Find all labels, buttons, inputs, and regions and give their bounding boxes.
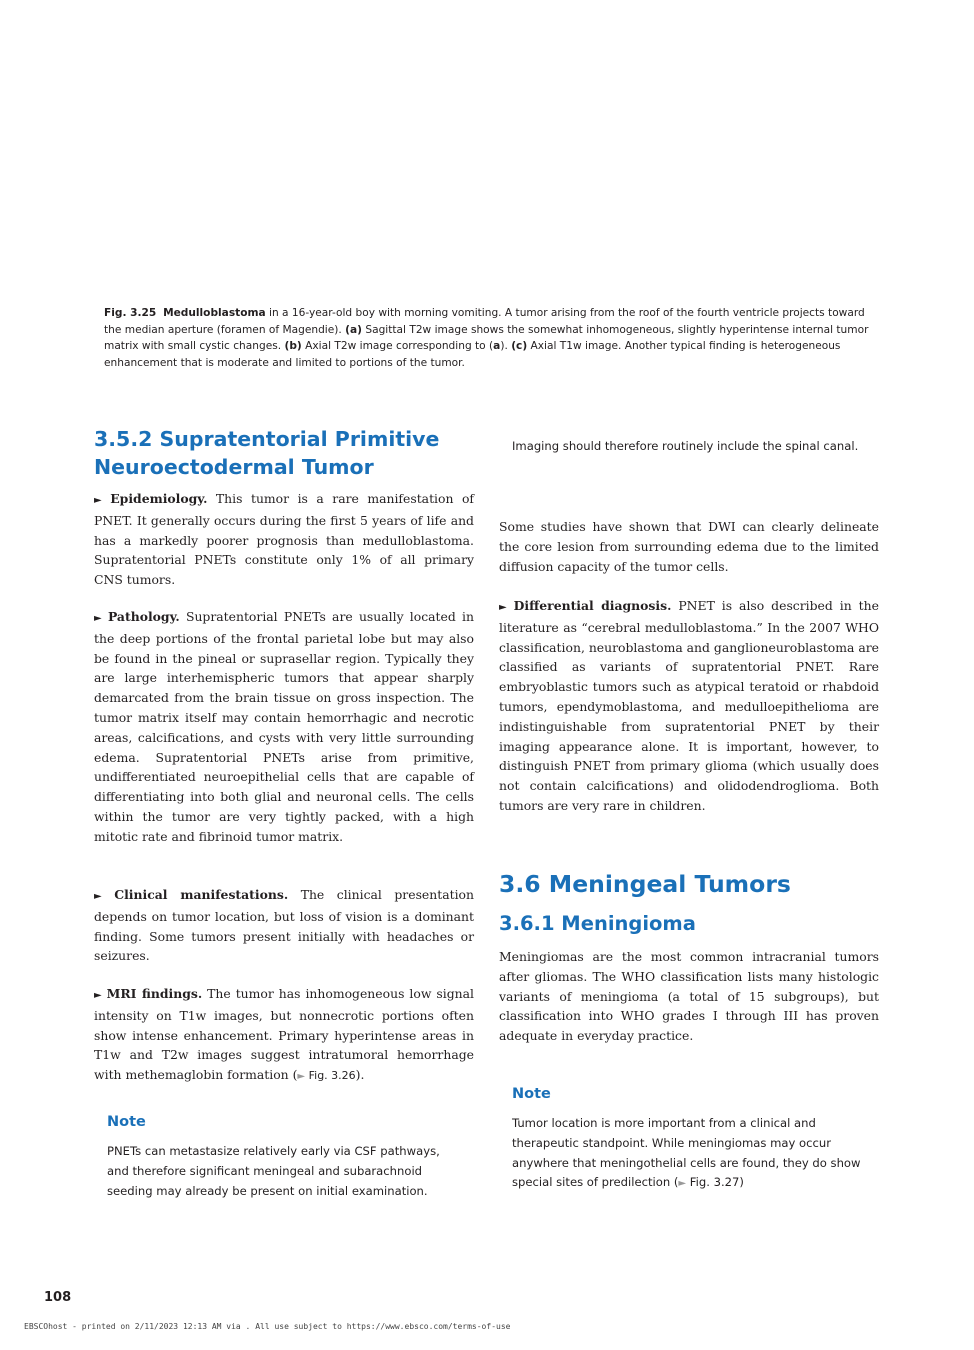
pathology-paragraph [94,607,474,847]
print-footer: EBSCOhost - printed on 2/11/2023 12:13 AM via . All use subject to https://www.ebsco.com/terms-of-use [24,1322,511,1331]
epidemiology-paragraph [94,489,474,590]
caption-panel-ref: a [493,340,501,353]
figure-link[interactable] [297,1069,355,1082]
bullet-icon: ► [94,891,102,902]
dwi-paragraph: Some studies have shown that DWI can clearly delineate the core lesion from surrounding edema due to the limited diffusion capacity of the tumor cells. [499,519,879,574]
paragraph-label: Clinical manifestations. [114,887,289,902]
paragraph-label: Pathology. [107,609,180,624]
note-heading: Note [107,1114,146,1130]
caption-text: Axial T2w image corresponding to ( [301,340,494,353]
figure-label: Fig. 3.25 [104,307,157,319]
caption-panel-b: (b) [284,340,302,353]
clinical-paragraph [94,885,474,966]
caption-text: ). [500,340,512,353]
figure-link[interactable] [678,1175,739,1189]
section-heading-line: 3.5.2 Supratentorial Primitive [94,427,440,451]
subsection-heading-361: 3.6.1 Meningioma [499,912,696,935]
caption-text: Axial T1w image. Another typical finding is heterogeneous enhancement that is moderate and limited to portions of the tumor. [104,340,841,369]
paragraph-text: PNET is also described in the literature as “cerebral medulloblastoma.” In the 2007 WHO classification, neuroblastoma and ganglioneuroblastoma are classified as variants of supratentorial PNET. Rare embryoblastic tumors such as atypical teratoid or rhabdoid tumors, ependymoblastoma, and medulloepithelioma are indistinguishable from supratentorial PNET by their imaging appearance alone. It is important, however, to distinguish PNET from primary glioma (which usually does not contain calcifications) and olidodendroglioma. Both tumors are very rare in children. [499,598,879,813]
bullet-icon: ► [94,613,102,624]
note-text: PNETs can metastasize relatively early via CSF pathways, and therefore significant meningeal and subarachnoid seeding may already be present on initial examination. [107,1144,440,1198]
figure-ref: Fig. 3.26 [308,1069,356,1083]
caption-panel-a: (a) [345,323,362,336]
paragraph-label: Epidemiology. [110,491,208,506]
section-heading-36: 3.6 Meningeal Tumors [499,870,791,898]
note-heading: Note [512,1086,551,1102]
paragraph-text: Supratentorial PNETs are usually located in the deep portions of the frontal parietal lobe but may also be found in the pineal or suprasellar region. Typically they are large interhemispheric tumors that appear sharply demarcated from the brain tissue on gross inspection. The tumor matrix itself may contain hemorrhagic and necrotic areas, calcifications, and cysts with very little surrounding edema. Supratentorial PNETs arise from primitive, undifferentiated neuroepithelial cells that are capable of differentiating into both glial and neuronal cells. The cells within the tumor are very tightly packed, with a high mitotic rate and fibrinoid tumor matrix. [94,609,474,844]
figure-caption [104,305,876,371]
caption-text: in a 16-year-old boy with morning vomiting. A tumor arising from the roof of the fourth ventricle projects toward the median aperture (foramen of Magendie). [104,307,865,336]
section-heading-line: Neuroectodermal Tumor [94,455,374,479]
note-body: Tumor location is more important from a clinical and therapeutic standpoint. While meningiomas may occur anywhere that meningothelial cells are found, they do show special sites of predilection ( [512,1116,861,1190]
imaging-note-continued: Imaging should therefore routinely include the spinal canal. [512,439,859,453]
figure-ref: Fig. 3.27 [689,1175,740,1190]
differential-paragraph [499,596,879,816]
caption-text: Sagittal T2w image shows the somewhat inhomogeneous, slightly hyperintense internal tumor matrix with small cystic changes. [104,323,869,353]
arrow-icon: ► [678,1178,687,1190]
mri-paragraph [94,984,474,1087]
bullet-icon: ► [499,602,507,613]
paragraph-text: ). [355,1067,365,1083]
bullet-icon: ► [94,495,102,506]
paragraph-text: This tumor is a rare manifestation of PNET. It generally occurs during the first 5 years of life and has a markedly poorer prognosis than medulloblastoma. Supratentorial PNETs constitute only 1% of all primary CNS tumors. [94,491,474,588]
section-heading-352 [94,425,484,481]
paragraph-text: The clinical presentation depends on tumor location, but loss of vision is a dominant finding. Some tumors present initially with headaches or seizures. [94,887,474,964]
meningioma-paragraph: Meningiomas are the most common intracranial tumors after gliomas. The WHO classification lists many histologic variants of meningioma (a total of 15 subgroups), but classification into WHO grades I through III has proven adequate in everyday practice. [499,949,879,1044]
arrow-icon: ► [297,1071,306,1083]
figure-title: Medulloblastoma [163,307,266,319]
page-number: 108 [44,1290,72,1305]
bullet-icon: ► [94,990,102,1001]
caption-panel-c: (c) [511,340,528,353]
paragraph-label: MRI findings. [106,986,203,1001]
note-body: ) [739,1175,744,1190]
paragraph-label: Differential diagnosis. [513,598,672,613]
note-text [512,1114,864,1194]
paragraph-text: The tumor has inhomogeneous low signal intensity on T1w images, but nonnecrotic portions often show intense enhancement. Primary hyperintense areas in T1w and T2w images suggest intratumoral hemorrhage with methemaglobin formation ( [94,986,474,1083]
